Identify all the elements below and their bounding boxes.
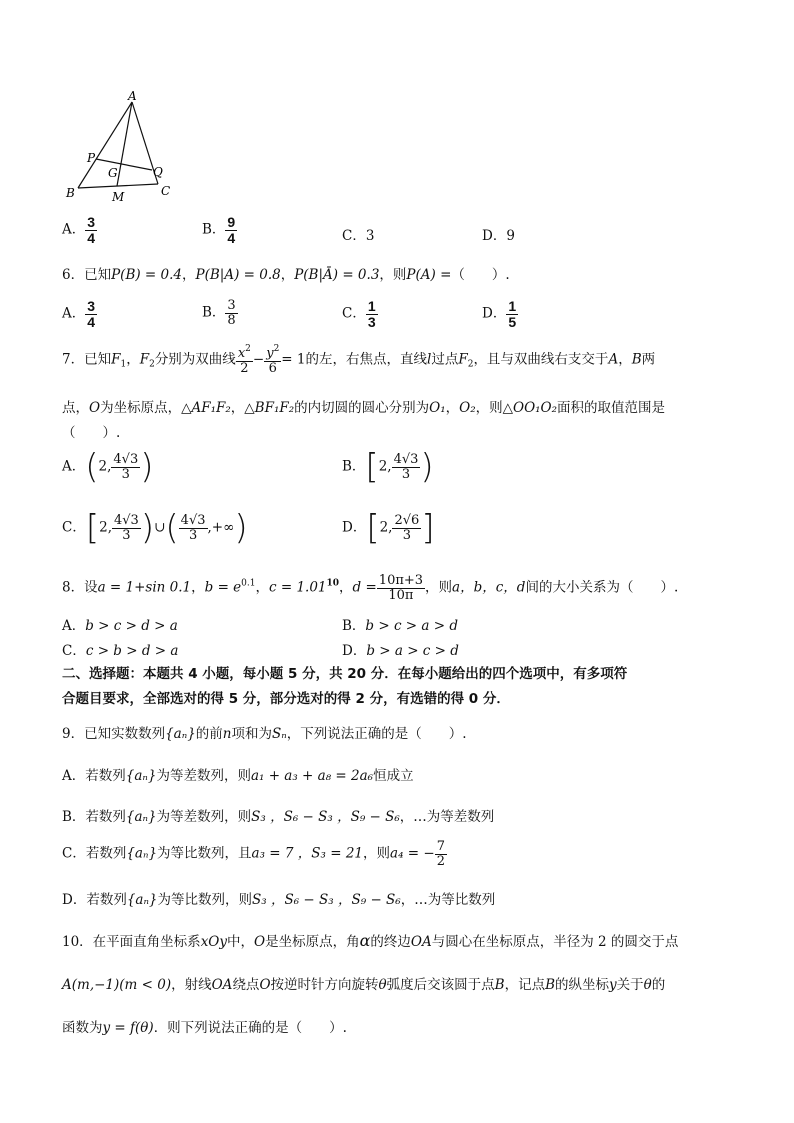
label-g: G [108, 166, 118, 180]
question-7-line-1: 7．已知$F_1$，$F_2$分别为双曲线 $\frac{x^2}{2}$ − $\frac{y^2}{6}$ = 1的左，右焦点，直线l过点$F_2$，且与双曲线右支交于A，B两 [62, 344, 656, 376]
q5-option-b[interactable]: B． $\frac{9}{4}$ [202, 214, 236, 246]
q7-option-b[interactable]: B．[2, $\frac{4√3}{3}$ ) [342, 447, 434, 487]
question-9-stem: 9．已知实数数列{aₙ}的前n项和为Sₙ，下列说法正确的是（ ）. [62, 726, 467, 742]
question-10-line-2: A(m,−1)(m < 0)，射线OA绕点O按逆时针方向旋转θ弧度后交该圆于点B，记点B的纵坐标y关于θ的 [62, 977, 666, 993]
q9-option-b[interactable]: B．若数列{aₙ}为等差数列，则S₃ ，S₆ − S₃ ，S₉ − S₆，…为等差数列 [62, 809, 495, 825]
question-6-stem: 6．已知P(B) = 0.4，P(B|A) = 0.8，P(B|Ā) = 0.3，则P(A) =（ ）. [62, 267, 510, 283]
q7-option-c[interactable]: C．[2, $\frac{4√3}{3}$ )∪( $\frac{4√3}{3}$ ,+∞) [62, 508, 248, 548]
label-c: C [161, 184, 171, 198]
question-8-stem: 8．设a = 1+sin 0.1，$b = e^{0.1}$，$c = 1.01^{10}$，d = $\frac{10\pi+3}{10\pi}$ ，则a，b，c，d间的大小关系为（ ）. [62, 573, 679, 603]
side-bc [78, 184, 158, 188]
q7-option-a[interactable]: A．(2, $\frac{4√3}{3}$ ) [62, 447, 154, 487]
q8-option-c[interactable]: C．c > b > d > a [62, 643, 179, 659]
q5-option-c[interactable]: C．3 [342, 228, 375, 244]
question-10-line-3: 函数为y = f(θ)．则下列说法正确的是（ ）. [62, 1020, 347, 1036]
question-7-line-2: 点，O为坐标原点，△AF₁F₂，△BF₁F₂的内切圆的圆心分别为O₁，O₂，则△OO₁O₂面积的取值范围是 [62, 400, 666, 416]
q5-option-a[interactable]: A． $\frac{3}{4}$ [62, 214, 96, 246]
q8-option-a[interactable]: A．b > c > d > a [62, 618, 178, 634]
section-2-heading-line-2: 合题目要求，全部选对的得 5 分，部分选对的得 2 分，有选错的得 0 分． [62, 691, 510, 707]
label-a: A [128, 90, 137, 103]
q8-option-d[interactable]: D．b > a > c > d [342, 643, 459, 659]
label-q: Q [153, 165, 163, 179]
q7-option-d[interactable]: D．[2, $\frac{2√6}{3}$ ] [342, 508, 435, 548]
q9-option-c[interactable]: C．若数列{aₙ}为等比数列，且a₃ = 7 ，S₃ = 21，则a₄ = − $\frac{7}{2}$ [62, 839, 445, 869]
q6-option-a[interactable]: A． $\frac{3}{4}$ [62, 298, 96, 330]
question-10-line-1: 10．在平面直角坐标系xOy中，O是坐标原点，角α的终边OA与圆心在坐标原点，半径为 2 的圆交于点 [62, 931, 679, 950]
q6-option-c[interactable]: C． $\frac{1}{3}$ [342, 298, 376, 330]
q9-option-a[interactable]: A．若数列{aₙ}为等差数列，则a₁ + a₃ + a₈ = 2a₆恒成立 [62, 768, 414, 784]
question-7-line-3: （ ）. [62, 425, 121, 441]
q5-option-d[interactable]: D．9 [482, 228, 515, 244]
section-2-heading-line-1: 二、选择题：本题共 4 小题，每小题 5 分，共 20 分．在每小题给出的四个选项中，有多项符 [62, 666, 628, 682]
segment-pq [96, 159, 152, 170]
q6-option-d[interactable]: D． $\frac{1}{5}$ [482, 298, 517, 330]
label-m: M [112, 190, 125, 204]
q8-option-b[interactable]: B．b > c > a > d [342, 618, 458, 634]
triangle-figure [60, 90, 180, 205]
label-p: P [87, 151, 96, 165]
label-b: B [66, 186, 75, 200]
q9-option-d[interactable]: D．若数列{aₙ}为等比数列，则S₃ ，S₆ − S₃ ，S₉ − S₆，…为等比数列 [62, 892, 496, 908]
q6-option-b[interactable]: B． $\frac{3}{8}$ [202, 298, 236, 328]
